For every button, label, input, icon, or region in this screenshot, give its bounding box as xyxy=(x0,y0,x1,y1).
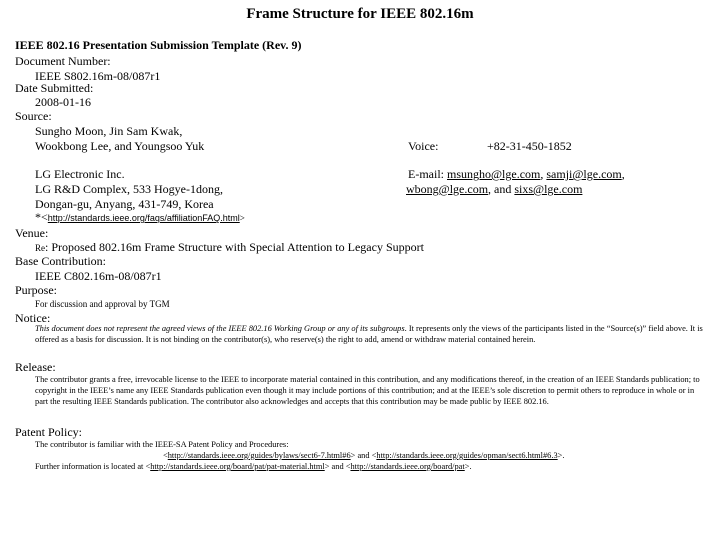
email-link-2[interactable]: samji@lge.com xyxy=(546,167,622,181)
purpose-label: Purpose: xyxy=(15,283,57,297)
document-number-label: Document Number: xyxy=(15,54,111,68)
affiliation-note-prefix: *< xyxy=(35,210,48,224)
affiliation-line-1: LG Electronic Inc. xyxy=(35,167,125,181)
email-line-1 xyxy=(408,167,625,182)
board-pat-link[interactable]: http://standards.ieee.org/board/pat xyxy=(350,462,465,471)
bylaws-link[interactable]: http://standards.ieee.org/guides/bylaws/sect6-7.html#6 xyxy=(167,451,351,460)
notice-italic: This document does not represent the agreed views of the IEEE 802.16 Working Group or any of its subgroups xyxy=(35,324,405,333)
patent-line-2 xyxy=(163,451,564,460)
notice-text xyxy=(35,323,705,345)
voice-number: +82-31-450-1852 xyxy=(487,139,572,153)
voice-label: Voice: xyxy=(408,139,439,153)
release-text: The contributor grants a free, irrevocable license to the IEEE to incorporate material contained in this contribution, and any modifications thereof, in the creation of an IEEE Standards publication; to copyright in the IEEE’s name any IEEE Standards publication even though it may include portions of this contribution; and at the IEEE’s sole discretion to permit others to reproduce in whole or in part the resulting IEEE Standards publication. The contributor also acknowledges and accepts that this contribution may be made public by IEEE 802.16. xyxy=(35,375,700,406)
venue-text: : Proposed 802.16m Frame Structure with Special Attention to Legacy Support xyxy=(45,240,424,254)
release-label: Release: xyxy=(15,360,56,374)
patent-end-1: >. xyxy=(557,451,565,460)
re-label: Re xyxy=(35,243,45,253)
base-contribution: IEEE C802.16m-08/087r1 xyxy=(35,269,162,283)
authors-line-1: Sungho Moon, Jin Sam Kwak, xyxy=(35,124,183,138)
affiliation-note-suffix: > xyxy=(239,213,245,223)
affiliation-faq-link[interactable]: http://standards.ieee.org/faqs/affiliationFAQ.html xyxy=(47,213,240,223)
opman-link[interactable]: http://standards.ieee.org/guides/opman/sect6.html#6.3 xyxy=(376,451,558,460)
template-header: IEEE 802.16 Presentation Submission Template (Rev. 9) xyxy=(15,38,302,52)
document-number: IEEE S802.16m-08/087r1 xyxy=(35,69,161,83)
date-label: Date Submitted: xyxy=(15,81,94,95)
patent-lt: < xyxy=(163,451,168,460)
email-separator: , xyxy=(540,167,544,181)
affiliation-line-3: Dongan-gu, Anyang, 431-749, Korea xyxy=(35,197,214,211)
source-label: Source: xyxy=(15,109,52,123)
notice-label: Notice: xyxy=(15,311,51,325)
email-and: , and xyxy=(488,182,512,196)
purpose-text: For discussion and approval by TGM xyxy=(35,299,170,309)
affiliation-note xyxy=(35,210,245,225)
page-title: Frame Structure for IEEE 802.16m xyxy=(246,6,474,22)
email-link-3[interactable]: wbong@lge.com xyxy=(406,182,489,196)
email-separator-2: , xyxy=(621,167,625,181)
patent-further: Further information is located at < xyxy=(35,462,151,471)
email-label: E-mail: xyxy=(408,167,444,181)
patent-and-1: > and < xyxy=(350,451,377,460)
pat-material-link[interactable]: http://standards.ieee.org/board/pat/pat-material.html xyxy=(150,462,325,471)
affiliation-line-2: LG R&D Complex, 533 Hogye-1dong, xyxy=(35,182,223,196)
patent-policy-label: Patent Policy: xyxy=(15,425,82,439)
patent-line-3 xyxy=(35,462,472,471)
notice-rest: . It represents only the views of the participants listed in the “Source(s)” field above. It is offered as a basis for discussion. It is not binding on the contributor(s), who reserve(s) the right to add, amend or withdraw material contained herein. xyxy=(35,324,703,344)
base-contribution-label: Base Contribution: xyxy=(15,254,106,268)
email-link-1[interactable]: msungho@lge.com xyxy=(447,167,541,181)
email-line-2 xyxy=(406,182,582,197)
patent-and-2: > and < xyxy=(324,462,351,471)
patent-line-1: The contributor is familiar with the IEEE-SA Patent Policy and Procedures: xyxy=(35,440,289,449)
authors-line-2: Wookbong Lee, and Youngsoo Yuk xyxy=(35,139,205,153)
patent-end-2: >. xyxy=(464,462,472,471)
email-link-4[interactable]: sixs@lge.com xyxy=(514,182,583,196)
venue-line xyxy=(35,240,424,255)
venue-label: Venue: xyxy=(15,226,49,240)
date-submitted: 2008-01-16 xyxy=(35,95,91,109)
